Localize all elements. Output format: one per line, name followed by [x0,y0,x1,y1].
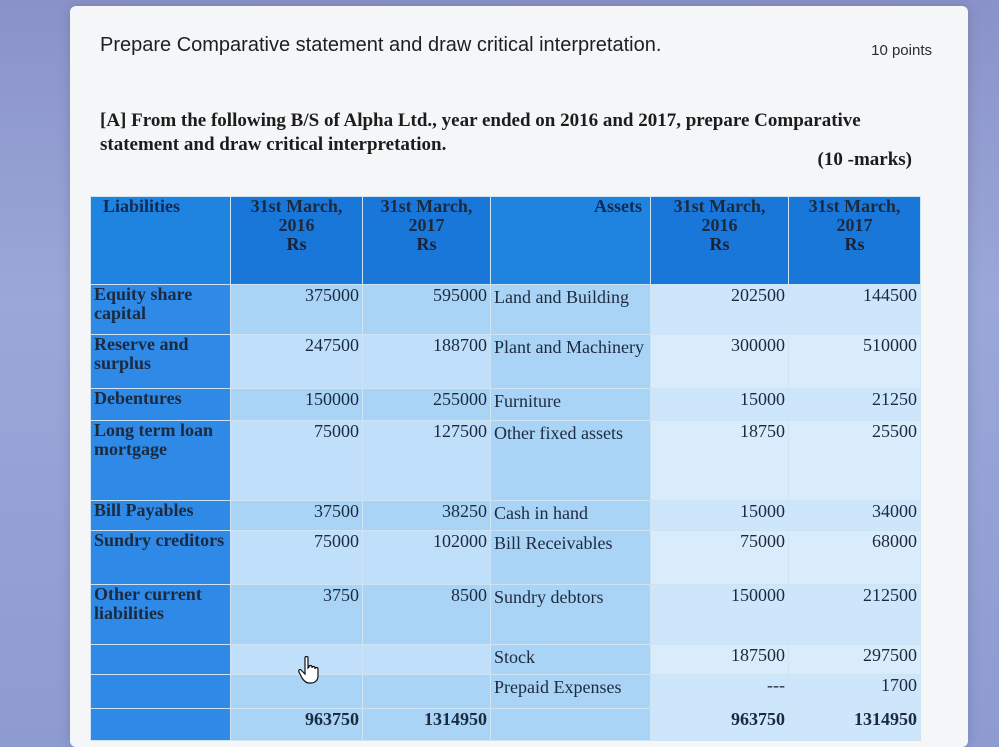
table-row [91,531,921,585]
table-row [91,285,921,335]
header-liab-2016: 31st March, 2016 Rs [231,197,363,285]
hand-cursor-icon [298,656,320,684]
header-liab-2017: 31st March, 2017 Rs [363,197,491,285]
asset-2017-cell: 25500 [789,421,921,501]
problem-intro: [A] From the following B/S of Alpha Ltd., year ended on 2016 and 2017, prepare Comparative statement and draw critical interpretation. [100,110,861,155]
asset-2017-cell: 68000 [789,531,921,585]
asset-cell: Cash in hand [491,501,651,531]
liability-2017-cell [363,675,491,709]
liability-2017-cell: 188700 [363,335,491,389]
asset-cell: Land and Building [491,285,651,335]
liability-cell: Equity share capital [91,285,231,335]
liability-2017-cell: 38250 [363,501,491,531]
asset-cell: Stock [491,645,651,675]
table-row [91,645,921,675]
asset-cell: Bill Receivables [491,531,651,585]
asset-2016-cell: 300000 [651,335,789,389]
totals-asset-label-cell [491,709,651,741]
table-row [91,675,921,709]
liability-2016-cell: 247500 [231,335,363,389]
liability-2017-cell: 8500 [363,585,491,645]
table-row [91,585,921,645]
total-liab-2017: 1314950 [363,709,491,741]
asset-cell: Other fixed assets [491,421,651,501]
asset-2017-cell: 34000 [789,501,921,531]
asset-2017-cell: 212500 [789,585,921,645]
asset-2016-cell: 150000 [651,585,789,645]
asset-2016-cell: 18750 [651,421,789,501]
liability-cell: Sundry creditors [91,531,231,585]
asset-cell: Furniture [491,389,651,421]
liability-cell: Reserve and surplus [91,335,231,389]
header-asset-2016: 31st March, 2016 Rs [651,197,789,285]
liability-cell: Long term loan mortgage [91,421,231,501]
asset-2017-cell: 510000 [789,335,921,389]
points-label: 10 points [871,42,932,59]
liability-cell: Debentures [91,389,231,421]
asset-2016-cell: 15000 [651,501,789,531]
liability-2017-cell: 102000 [363,531,491,585]
table-row [91,501,921,531]
total-asset-2017: 1314950 [789,709,921,741]
liability-2016-cell: 37500 [231,501,363,531]
question-card [70,6,968,747]
totals-row [91,709,921,741]
question-title: Prepare Comparative statement and draw critical interpretation. [100,34,662,56]
header-asset-2017: 31st March, 2017 Rs [789,197,921,285]
liability-cell [91,645,231,675]
asset-cell: Plant and Machinery [491,335,651,389]
liability-2016-cell: 3750 [231,585,363,645]
liability-2016-cell: 75000 [231,421,363,501]
asset-2017-cell: 1700 [789,675,921,709]
liability-2017-cell: 595000 [363,285,491,335]
asset-2016-cell: 187500 [651,645,789,675]
liability-cell [91,675,231,709]
totals-label-cell [91,709,231,741]
liability-2016-cell: 150000 [231,389,363,421]
table-row [91,389,921,421]
table-row [91,335,921,389]
balance-sheet-table [90,196,921,741]
asset-2017-cell: 297500 [789,645,921,675]
liability-2016-cell: 375000 [231,285,363,335]
table-row [91,421,921,501]
liability-2016-cell [231,675,363,709]
asset-cell: Prepaid Expenses [491,675,651,709]
asset-2017-cell: 21250 [789,389,921,421]
header-assets: Assets [491,197,651,285]
asset-2016-cell: --- [651,675,789,709]
asset-2017-cell: 144500 [789,285,921,335]
asset-2016-cell: 75000 [651,531,789,585]
asset-2016-cell: 202500 [651,285,789,335]
liability-2016-cell [231,645,363,675]
liability-2017-cell [363,645,491,675]
liability-cell: Bill Payables [91,501,231,531]
header-liabilities: Liabilities [91,197,231,285]
liability-cell: Other current liabilities [91,585,231,645]
asset-2016-cell: 15000 [651,389,789,421]
marks-label: (10 -marks) [817,149,912,170]
total-asset-2016: 963750 [651,709,789,741]
total-liab-2016: 963750 [231,709,363,741]
asset-cell: Sundry debtors [491,585,651,645]
liability-2017-cell: 255000 [363,389,491,421]
liability-2016-cell: 75000 [231,531,363,585]
liability-2017-cell: 127500 [363,421,491,501]
